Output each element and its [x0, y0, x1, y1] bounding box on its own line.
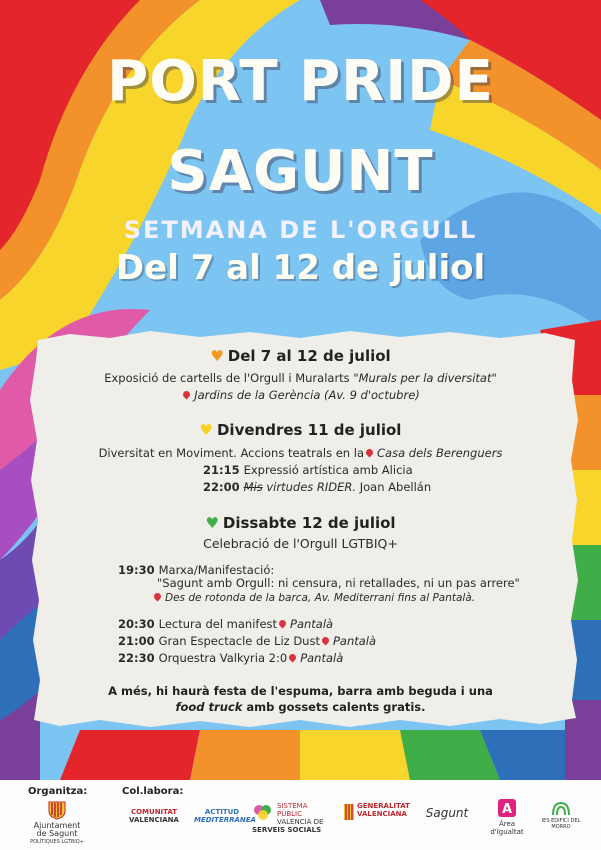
location-pin-icon [365, 448, 375, 458]
march-line: 19:30 Marxa/Manifestació: [118, 563, 275, 577]
section-3-heading: ♥ Dissabte 12 de juliol [205, 514, 396, 532]
title-line-1: PORT PRIDE [107, 49, 494, 114]
extra-info-line-2: food truck amb gossets calents gratis. [175, 700, 426, 714]
generalitat-valenciana-logo: GENERALITAT VALENCIANA [344, 802, 414, 820]
coat-of-arms-icon [48, 800, 66, 820]
section-1-heading: ♥ Del 7 al 12 de juliol [210, 347, 391, 365]
event-row: 21:00 Gran Espectacle de Liz Dust Pantalà [118, 634, 377, 648]
colabora-label: Col.labora: [122, 786, 184, 797]
section-1-text: Exposició de cartells de l'Orgull i Muralarts "Murals per la diversitat" [104, 371, 497, 385]
orange-heart-icon: ♥ [210, 347, 224, 365]
ies-logo: IES EDIFICI DEL MORRO [538, 800, 584, 830]
yellow-heart-icon: ♥ [199, 421, 213, 439]
sponsor-footer [0, 780, 601, 850]
section-2-item-1: 21:15 Expressió artística amb Alicia [203, 463, 413, 477]
organitza-label: Organitza: [28, 786, 88, 797]
section-3-subheading: Celebració de l'Orgull LGTBIQ+ [203, 536, 398, 551]
area-igualtat-logo: A Àrea d'Igualtat [482, 798, 532, 836]
location-pin-icon [321, 636, 331, 646]
heart-logo-icon [252, 804, 274, 820]
generalitat-emblem-icon [344, 804, 354, 820]
location-pin-icon [182, 390, 192, 400]
ajuntament-sagunt-logo: Ajuntament de Sagunt POLÍTIQUES LGTBIQ+ [22, 800, 92, 846]
location-pin-icon [278, 619, 288, 629]
event-dates: Del 7 al 12 de juliol [115, 248, 486, 288]
comunitat-valenciana-logo: COMUNITAT VALENCIANA [129, 808, 179, 824]
green-heart-icon: ♥ [205, 514, 219, 532]
actitud-mediterrania-logo: ACTITUD MEDITERRÀNEA [194, 808, 256, 824]
event-row: 20:30 Lectura del manifest Pantalà [118, 617, 334, 631]
location-pin-icon [288, 653, 298, 663]
event-row: 22:30 Orquestra Valkyria 2:0 Pantalà [118, 651, 344, 665]
sagunt-logo: Sagunt [425, 806, 469, 820]
section-2-heading: ♥ Divendres 11 de juliol [199, 421, 402, 439]
subtitle: SETMANA DE L'ORGULL [123, 216, 478, 244]
march-route: Des de rotonda de la barca, Av. Mediterrani fins al Pantalà. [152, 592, 475, 604]
svg-text:A: A [501, 802, 513, 817]
location-pin-icon [153, 592, 163, 602]
serveis-socials-logo: SISTEMA PÚBLIC VALENCIÀ DE SERVEIS SOCIALS [252, 802, 324, 834]
ies-arch-icon [551, 800, 571, 816]
area-igualtat-icon [497, 798, 517, 818]
title-line-2: SAGUNT [167, 139, 434, 204]
march-slogan: "Sagunt amb Orgull: ni censura, ni retallades, ni un pas arrere" [157, 576, 520, 590]
section-2-item-2: 22:00 Mis virtudes RIDER. Joan Abellán [203, 480, 432, 494]
section-2-text: Diversitat en Moviment. Accions teatrals en la Casa dels Berenguers [98, 446, 503, 460]
section-1-location: Jardins de la Gerència (Av. 9 d'octubre) [0, 388, 601, 402]
extra-info-line-1: A més, hi haurà festa de l'espuma, barra amb beguda i una [108, 684, 493, 698]
